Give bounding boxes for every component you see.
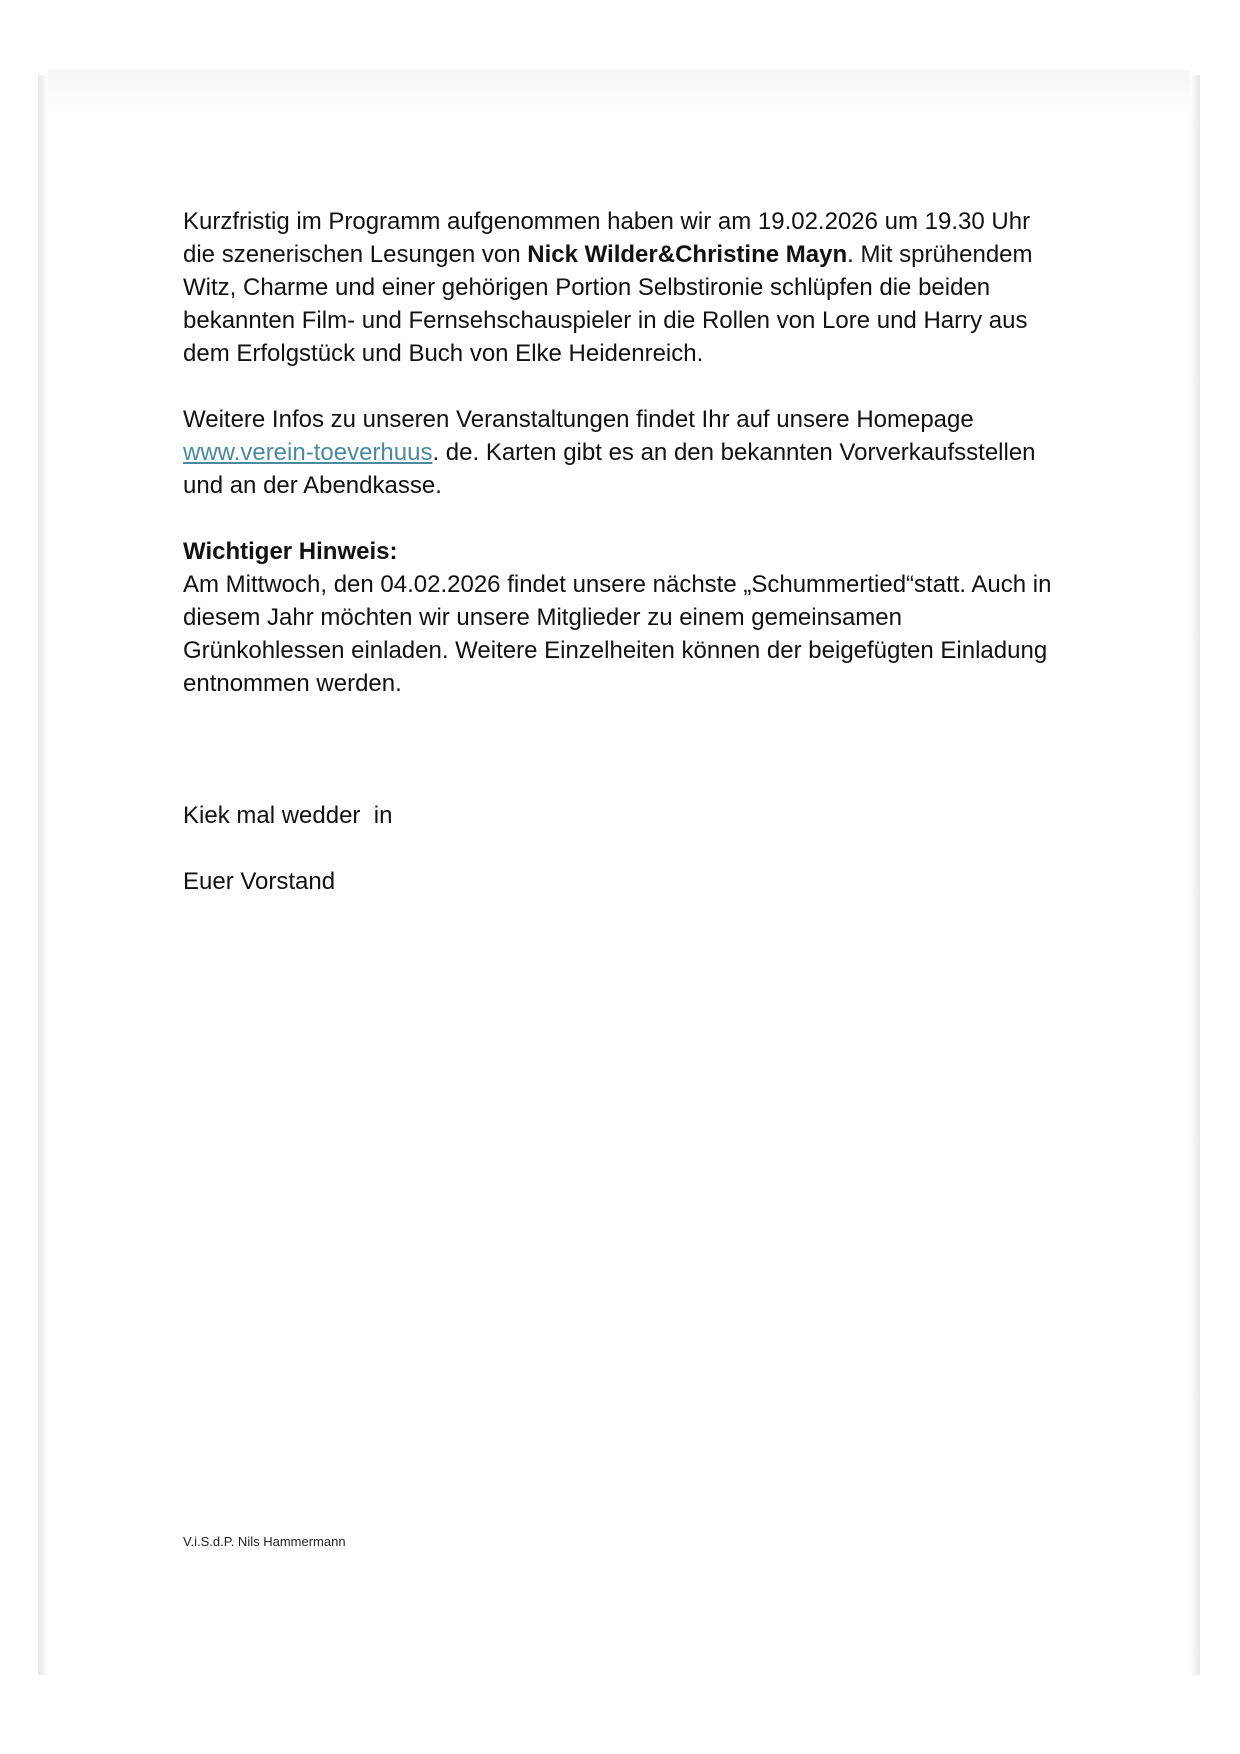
notice-heading: Wichtiger Hinweis: xyxy=(183,538,398,565)
signature: Euer Vorstand xyxy=(183,868,336,895)
closing-greeting: Kiek mal wedder in xyxy=(183,802,393,829)
paragraph-event-announcement xyxy=(183,205,1063,370)
letter-body xyxy=(183,205,1063,931)
performer-names: Nick Wilder&Christine Mayn xyxy=(527,241,848,268)
spacer xyxy=(183,733,1063,799)
paragraph-homepage-text-start: Weitere Infos zu unseren Veranstaltungen findet Ihr auf unsere Homepage xyxy=(183,406,974,433)
notice-text: Am Mittwoch, den 04.02.2026 findet unsere nächste „Schummertied“statt. Auch in diesem Jahr möchten wir unsere Mitglieder zu einem gemeinsamen Grünkohlessen einladen. Weitere Einzelheiten können der beigefügten Einladung entnommen werden. xyxy=(183,571,1052,697)
footer-responsible: V.i.S.d.P. Nils Hammermann xyxy=(183,1534,346,1549)
page-edge-top xyxy=(48,70,1190,110)
page-edge-right xyxy=(1190,75,1200,1675)
homepage-link[interactable]: www.verein-toeverhuus xyxy=(183,439,433,466)
paragraph-event-text-end: . Mit sprühendem Witz, Charme und einer gehörigen Portion Selbstironie schlüpfen die beiden bekannten Film- und Fernsehschauspieler in die Rollen von Lore und Harry aus dem Erfolgstück und Buch von Elke Heidenreich. xyxy=(183,241,1033,367)
paragraph-event-text-start: Kurzfristig im Programm aufgenommen haben wir am 19.02.2026 um 19.30 Uhr die szenerischen Lesungen von xyxy=(183,208,1031,268)
paragraph-homepage-text-end: . de. Karten gibt es an den bekannten Vorverkaufsstellen und an der Abendkasse. xyxy=(183,439,1036,499)
paragraph-homepage-info xyxy=(183,403,1063,502)
page-edge-left xyxy=(38,75,48,1675)
